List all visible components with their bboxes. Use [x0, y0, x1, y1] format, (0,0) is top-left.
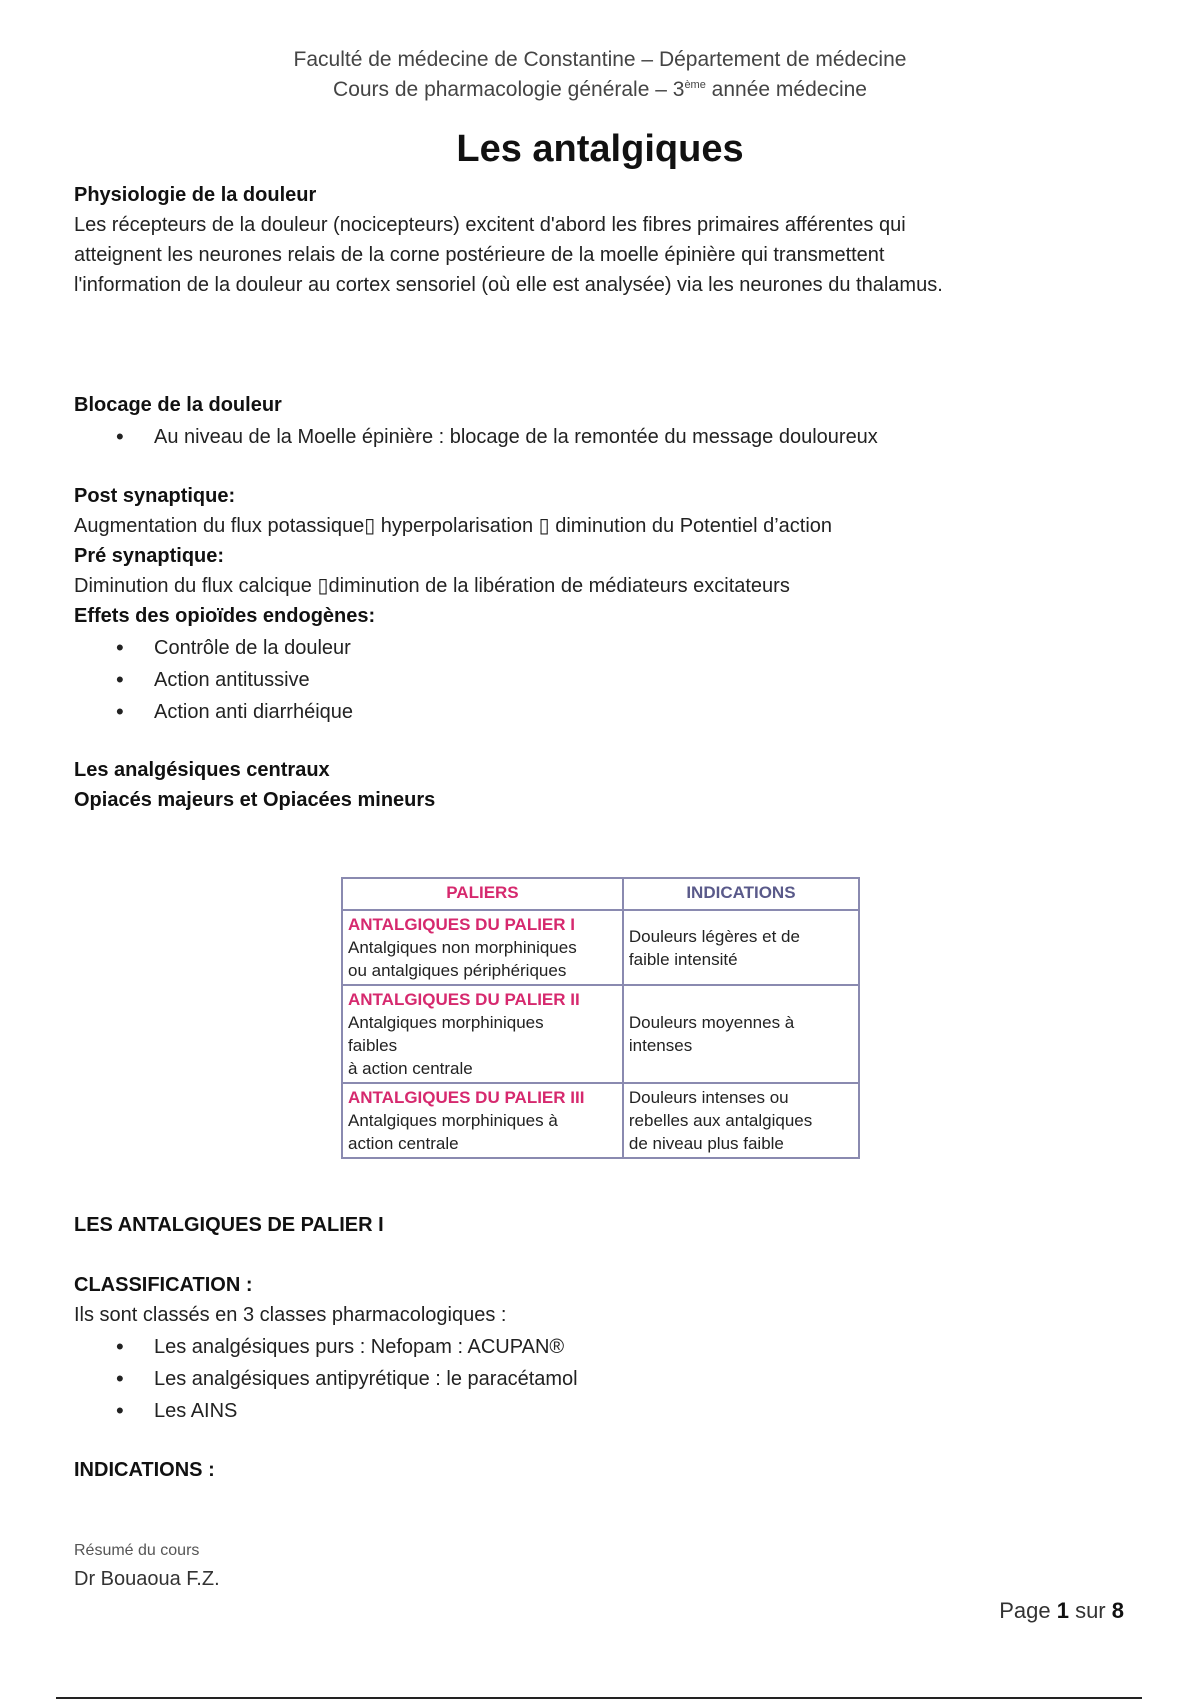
- list-item: • Action antitussive: [74, 664, 353, 696]
- post-synaptique-text: Augmentation du flux potassique▯ hyperpolarisation ▯ diminution du Potentiel d’action: [74, 515, 833, 537]
- paliers-table: [341, 877, 860, 1159]
- page-title: Les antalgiques: [456, 128, 744, 170]
- palier-description: Antalgiques non morphiniques ou antalgiques périphériques: [348, 938, 577, 980]
- header-line-2-prefix: Cours de pharmacologie générale – 3: [333, 78, 685, 101]
- list-item: • Action anti diarrhéique: [74, 696, 353, 728]
- list-item: • Les AINS: [74, 1395, 578, 1427]
- palier-name: ANTALGIQUES DU PALIER II: [348, 990, 580, 1009]
- classification-heading: CLASSIFICATION :: [74, 1274, 253, 1296]
- pre-synaptique-text: Diminution du flux calcique ▯diminution de la libération de médiateurs excitateurs: [74, 575, 790, 597]
- physiologie-heading: Physiologie de la douleur: [74, 184, 317, 206]
- list-item: • Les analgésiques purs : Nefopam : ACUPAN®: [74, 1331, 578, 1363]
- page-total: 8: [1111, 1598, 1124, 1623]
- palier-cell: [342, 985, 623, 1083]
- palier1-heading: LES ANTALGIQUES DE PALIER I: [74, 1214, 384, 1236]
- palier-name: ANTALGIQUES DU PALIER I: [348, 915, 575, 934]
- paliers-column-header: PALIERS: [342, 878, 623, 910]
- indication-cell: Douleurs moyennes à intenses: [623, 985, 859, 1083]
- list-item: • Les analgésiques antipyrétique : le paracétamol: [74, 1363, 578, 1395]
- opiaces-heading: Opiacés majeurs et Opiacées mineurs: [74, 789, 436, 811]
- header-line-2-sup: ème: [684, 79, 706, 91]
- physiologie-line-3: l'information de la douleur au cortex sensoriel (où elle est analysée) via les neurones du thalamus.: [74, 274, 943, 296]
- centraux-heading: Les analgésiques centraux: [74, 759, 330, 781]
- palier-cell: [342, 910, 623, 985]
- page-separator: sur: [1068, 1598, 1112, 1623]
- blocage-list: [74, 421, 878, 453]
- footer-rule: [56, 1697, 1142, 1699]
- palier-description: Antalgiques morphiniques faibles à action centrale: [348, 1013, 544, 1078]
- indication-cell: Douleurs légères et de faible intensité: [623, 910, 859, 985]
- table-row: [342, 1083, 859, 1158]
- effets-list: [74, 632, 353, 728]
- pre-synaptique-heading: Pré synaptique:: [74, 545, 225, 567]
- indications-heading: INDICATIONS :: [74, 1459, 215, 1481]
- header-line-1: Faculté de médecine de Constantine – Département de médecine: [293, 48, 907, 71]
- table-header-row: [342, 878, 859, 910]
- blocage-heading: Blocage de la douleur: [74, 394, 282, 416]
- palier-description: Antalgiques morphiniques à action centrale: [348, 1111, 558, 1153]
- palier-cell: [342, 1083, 623, 1158]
- effets-heading: Effets des opioïdes endogènes:: [74, 605, 376, 627]
- indications-column-header: INDICATIONS: [623, 878, 859, 910]
- classification-intro: Ils sont classés en 3 classes pharmacologiques :: [74, 1304, 507, 1326]
- page-number: [999, 1598, 1124, 1624]
- table-row: [342, 985, 859, 1083]
- page-current: 1: [1056, 1598, 1069, 1623]
- table-row: [342, 910, 859, 985]
- physiologie-line-2: atteignent les neurones relais de la corne postérieure de la moelle épinière qui transmettent: [74, 244, 885, 266]
- header-line-2: [0, 78, 1200, 102]
- palier-name: ANTALGIQUES DU PALIER III: [348, 1088, 585, 1107]
- list-item: • Au niveau de la Moelle épinière : blocage de la remontée du message douloureux: [74, 421, 878, 453]
- classification-list: [74, 1331, 578, 1427]
- post-synaptique-heading: Post synaptique:: [74, 485, 236, 507]
- footer-author: Dr Bouaoua F.Z.: [74, 1568, 220, 1590]
- footer-summary-label: Résumé du cours: [74, 1542, 200, 1559]
- page-label: Page: [999, 1598, 1057, 1623]
- indication-cell: Douleurs intenses ou rebelles aux antalgiques de niveau plus faible: [623, 1083, 859, 1158]
- physiologie-line-1: Les récepteurs de la douleur (nocicepteurs) excitent d'abord les fibres primaires afférentes qui: [74, 214, 906, 236]
- list-item: • Contrôle de la douleur: [74, 632, 353, 664]
- header-line-2-suffix: année médecine: [705, 78, 867, 101]
